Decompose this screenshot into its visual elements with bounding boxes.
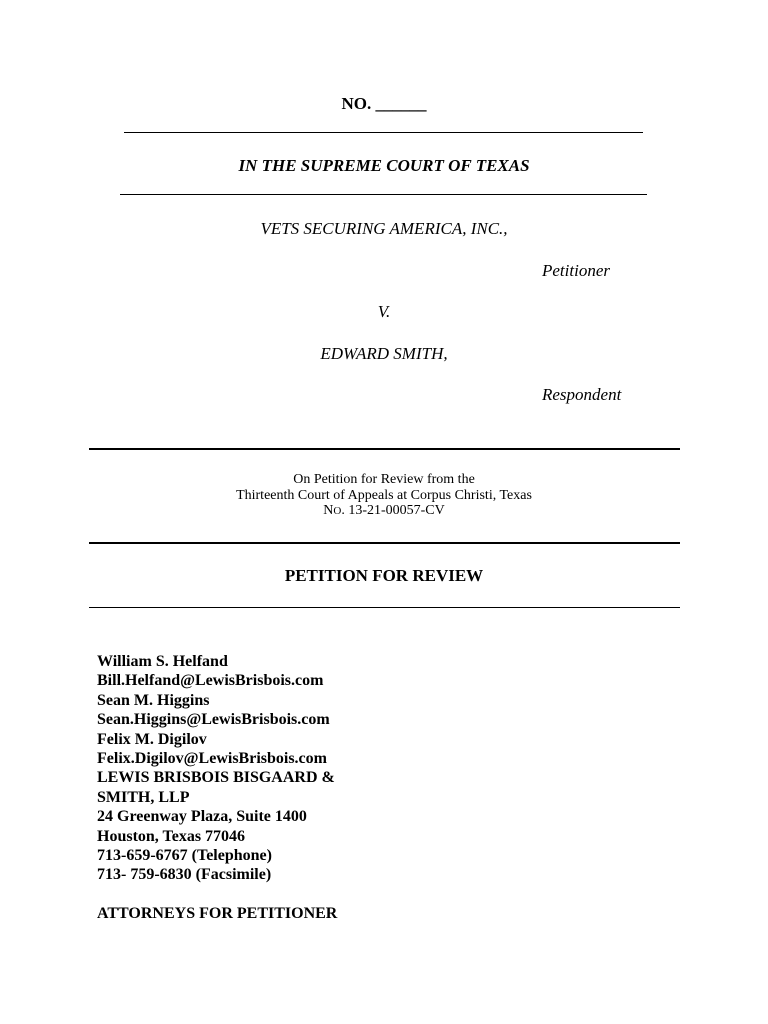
- firm-name-line: SMITH, LLP: [97, 788, 190, 806]
- versus-label: V.: [377, 302, 391, 321]
- court-name: IN THE SUPREME COURT OF TEXAS: [238, 156, 530, 175]
- lower-court-case-number: NO. 13-21-00057-CV: [323, 503, 445, 518]
- title-rule: [89, 607, 680, 608]
- attorney-block: [97, 652, 337, 923]
- attorney-line: Felix M. Digilov: [97, 730, 207, 748]
- petitioner-role: Petitioner: [542, 261, 610, 280]
- document-title: PETITION FOR REVIEW: [284, 566, 484, 585]
- review-rule-top: [89, 448, 680, 450]
- firm-name-line: LEWIS BRISBOIS BISGAARD &: [97, 769, 335, 787]
- telephone-line: 713-659-6767 (Telephone): [97, 847, 272, 865]
- case-number: NO. ______: [341, 94, 427, 113]
- respondent-role: Respondent: [542, 385, 622, 404]
- review-line-1: On Petition for Review from the: [293, 472, 475, 487]
- attorney-email: Sean.Higgins@LewisBrisbois.com: [97, 711, 330, 729]
- attorney-line: Sean M. Higgins: [97, 691, 210, 709]
- attorney-email: Felix.Digilov@LewisBrisbois.com: [97, 750, 327, 768]
- attorney-spacer: [97, 885, 337, 904]
- attorney-line: William S. Helfand: [97, 653, 228, 670]
- review-rule-bottom: [89, 542, 680, 544]
- caption-rule-court: [120, 194, 647, 195]
- respondent-name: EDWARD SMITH,: [320, 344, 448, 363]
- petitioner-name: VETS SECURING AMERICA, INC.,: [260, 219, 508, 238]
- attorneys-designation: ATTORNEYS FOR PETITIONER: [97, 904, 338, 922]
- facsimile-line: 713- 759-6830 (Facsimile): [97, 866, 272, 884]
- caption-rule-top: [124, 132, 643, 133]
- review-line-2: Thirteenth Court of Appeals at Corpus Christi, Texas: [236, 488, 532, 503]
- firm-address-line: Houston, Texas 77046: [97, 827, 246, 845]
- attorney-email: Bill.Helfand@LewisBrisbois.com: [97, 672, 324, 690]
- firm-address-line: 24 Greenway Plaza, Suite 1400: [97, 808, 307, 826]
